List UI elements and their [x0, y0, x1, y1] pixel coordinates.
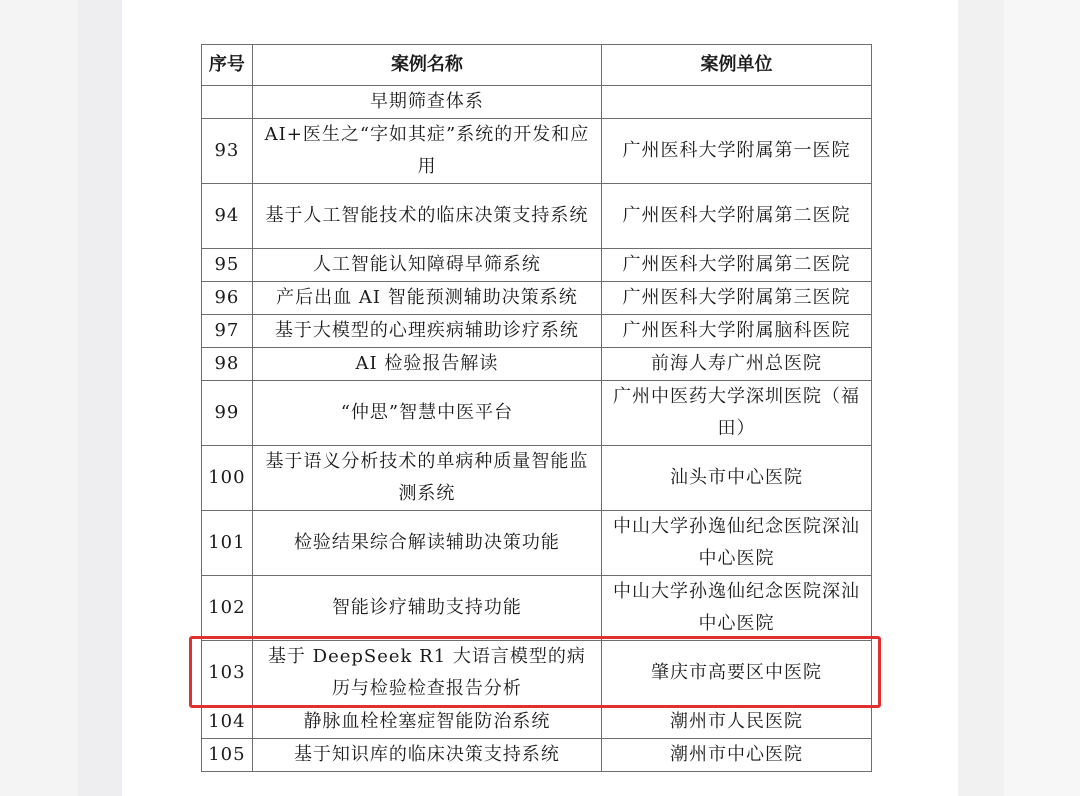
row-no: 97: [202, 315, 253, 348]
row-name: “仲思”智慧中医平台: [252, 381, 601, 446]
row-no: 104: [202, 706, 253, 739]
header-no: 序号: [202, 45, 253, 86]
table-row: [202, 282, 872, 315]
table-row: [202, 315, 872, 348]
row-no: 101: [202, 511, 253, 576]
table-row: [202, 348, 872, 381]
row-unit: 广州医科大学附属第三医院: [602, 282, 872, 315]
row-unit: 汕头市中心医院: [602, 446, 872, 511]
table-row: [202, 249, 872, 282]
row-unit: 潮州市中心医院: [602, 739, 872, 772]
left-background: [0, 0, 78, 796]
row-name: 人工智能认知障碍早筛系统: [252, 249, 601, 282]
row-unit: 广州医科大学附属第一医院: [602, 119, 872, 184]
row-no: 94: [202, 184, 253, 249]
row-unit: 广州医科大学附属脑科医院: [602, 315, 872, 348]
row-name: 早期筛查体系: [252, 86, 601, 119]
case-table: [201, 44, 872, 772]
table-header-row: [202, 45, 872, 86]
row-name: 智能诊疗辅助支持功能: [252, 576, 601, 641]
row-unit: 广州医科大学附属第二医院: [602, 249, 872, 282]
table-row: [202, 119, 872, 184]
row-name: AI+医生之“字如其症”系统的开发和应用: [252, 119, 601, 184]
row-no: [202, 86, 253, 119]
row-name: 检验结果综合解读辅助决策功能: [252, 511, 601, 576]
table-row: [202, 184, 872, 249]
row-unit: 广州中医药大学深圳医院（福田）: [602, 381, 872, 446]
row-unit: 潮州市人民医院: [602, 706, 872, 739]
row-unit: 中山大学孙逸仙纪念医院深汕中心医院: [602, 511, 872, 576]
row-no: 105: [202, 739, 253, 772]
table-row-highlighted: [202, 641, 872, 706]
right-background: [1004, 0, 1080, 796]
row-name: 静脉血栓栓塞症智能防治系统: [252, 706, 601, 739]
row-name: 产后出血 AI 智能预测辅助决策系统: [252, 282, 601, 315]
row-unit: 中山大学孙逸仙纪念医院深汕中心医院: [602, 576, 872, 641]
table-row: [202, 86, 872, 119]
header-name: 案例名称: [252, 45, 601, 86]
table-row: [202, 511, 872, 576]
table-row: [202, 576, 872, 641]
row-no: 96: [202, 282, 253, 315]
row-unit: 肇庆市高要区中医院: [602, 641, 872, 706]
table-row: [202, 446, 872, 511]
row-no: 100: [202, 446, 253, 511]
table-row: [202, 706, 872, 739]
row-name: 基于语义分析技术的单病种质量智能监测系统: [252, 446, 601, 511]
row-no: 93: [202, 119, 253, 184]
row-name: AI 检验报告解读: [252, 348, 601, 381]
row-unit: [602, 86, 872, 119]
row-no: 98: [202, 348, 253, 381]
header-unit: 案例单位: [602, 45, 872, 86]
row-no: 102: [202, 576, 253, 641]
row-name: 基于知识库的临床决策支持系统: [252, 739, 601, 772]
row-name: 基于 DeepSeek R1 大语言模型的病历与检验检查报告分析: [252, 641, 601, 706]
document-page: [122, 0, 958, 796]
row-unit: 广州医科大学附属第二医院: [602, 184, 872, 249]
row-no: 95: [202, 249, 253, 282]
left-margin-strip: [78, 0, 122, 796]
row-no: 99: [202, 381, 253, 446]
row-name: 基于人工智能技术的临床决策支持系统: [252, 184, 601, 249]
row-name: 基于大模型的心理疾病辅助诊疗系统: [252, 315, 601, 348]
table-row: [202, 739, 872, 772]
row-no: 103: [202, 641, 253, 706]
row-unit: 前海人寿广州总医院: [602, 348, 872, 381]
table-row: [202, 381, 872, 446]
